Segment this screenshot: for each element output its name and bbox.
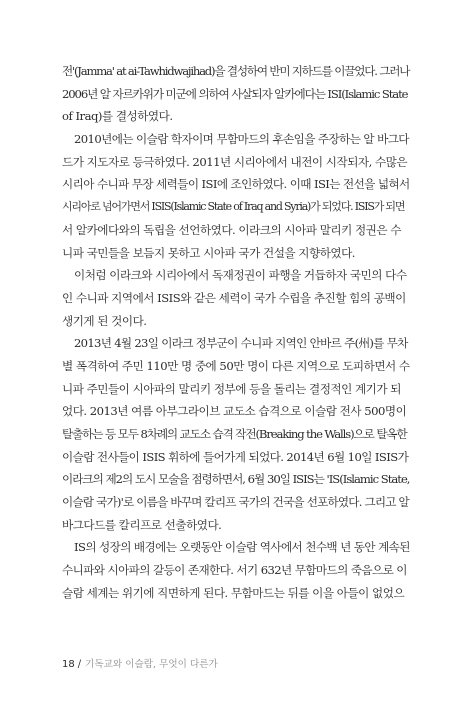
text-line: 니파 국민들을 보듬지 못하고 시아파 국가 건설을 지향하였다.	[62, 245, 355, 260]
text-line: 2006년 알 자르카위가 미군에 의하여 사살되자 알카에다는 ISI(Islamic State	[62, 86, 408, 101]
text-line: 별 폭격하여 주민 110만 명 중에 50만 명이 다른 지역으로 도피하면서 수	[62, 358, 410, 373]
running-title: 기독교와 이슬람, 무엇이 다른가	[85, 659, 218, 670]
text-line: 드가 지도자로 등극하였다. 2011년 시리아에서 내전이 시작되자, 수많은	[62, 154, 408, 169]
text-line: 이라크의 제2의 도시 모술을 점령하면서, 6월 30일 ISIS는 'IS(Islamic State,	[62, 472, 410, 487]
text-line: 었다. 2013년 여름 아부그라이브 교도소 습격으로 이슬람 전사 500명이	[62, 404, 407, 419]
text-line: 생기게 된 것이다.	[62, 313, 147, 328]
text-line: 2010년에는 이슬람 학자이며 무함마드의 후손임을 주장하는 알 바그다	[74, 132, 409, 147]
text-line: 이처럼 이라크와 시리아에서 독재정권이 파행을 거듭하자 국민의 다수	[74, 268, 407, 283]
text-line: 이슬람 전사들이 ISIS 휘하에 들어가게 되었다. 2014년 6월 10일 ISIS가	[62, 449, 409, 464]
text-line: 수니파와 시아파의 갈등이 존재한다. 서기 632년 무함마드의 죽음으로 이	[62, 563, 407, 578]
text-line: 서 알카에다와의 독립을 선언하였다. 이라크의 시아파 말리키 정권은 수	[62, 222, 401, 237]
text-line: of Iraq)를 결성하였다.	[62, 109, 173, 124]
page-number: 18	[62, 659, 75, 670]
text-line: 시리아로 넘어가면서 ISIS(Islamic State of Iraq and Syria)가 되었다. ISIS가 되면	[62, 200, 405, 214]
text-line: 전'(Jamma' at ai-Tawhidwajihad)을 결성하여 반미 지하드를 이끌었다. 그러나	[62, 64, 410, 78]
footer-separator: /	[77, 659, 82, 670]
page-footer	[62, 658, 218, 672]
text-line: 슬람 세계는 위기에 직면하게 된다. 무함마드는 뒤를 이을 아들이 없었으	[62, 585, 405, 600]
text-line: 인 수니파 지역에서 ISIS와 같은 세력이 국가 수립을 추진할 힘의 공백이	[62, 290, 406, 305]
text-line: 탈출하는 등 모두 8차례의 교도소 습격 작전(Breaking the Walls)으로 탈옥한	[62, 427, 407, 441]
body-text	[62, 60, 410, 605]
text-line: IS의 성장의 배경에는 오랫동안 이슬람 역사에서 천수백 년 동안 계속된	[74, 540, 410, 555]
text-line: 2013년 4월 23일 이라크 정부군이 수니파 지역인 안바르 주(州)를 무차	[74, 336, 408, 351]
text-line: 시리아 수니파 무장 세력들이 ISI에 조인하였다. 이때 ISI는 전선을 넓혀서	[62, 177, 410, 192]
text-line: 니파 주민들이 시아파의 말리키 정부에 등을 돌리는 결정적인 계기가 되	[62, 381, 401, 396]
text-line: 바그다드를 칼리프로 선출하였다.	[62, 517, 222, 532]
text-line: 이슬람 국가)'로 이름을 바꾸며 칼리프 국가의 건국을 선포하였다. 그리고 알	[62, 495, 409, 510]
